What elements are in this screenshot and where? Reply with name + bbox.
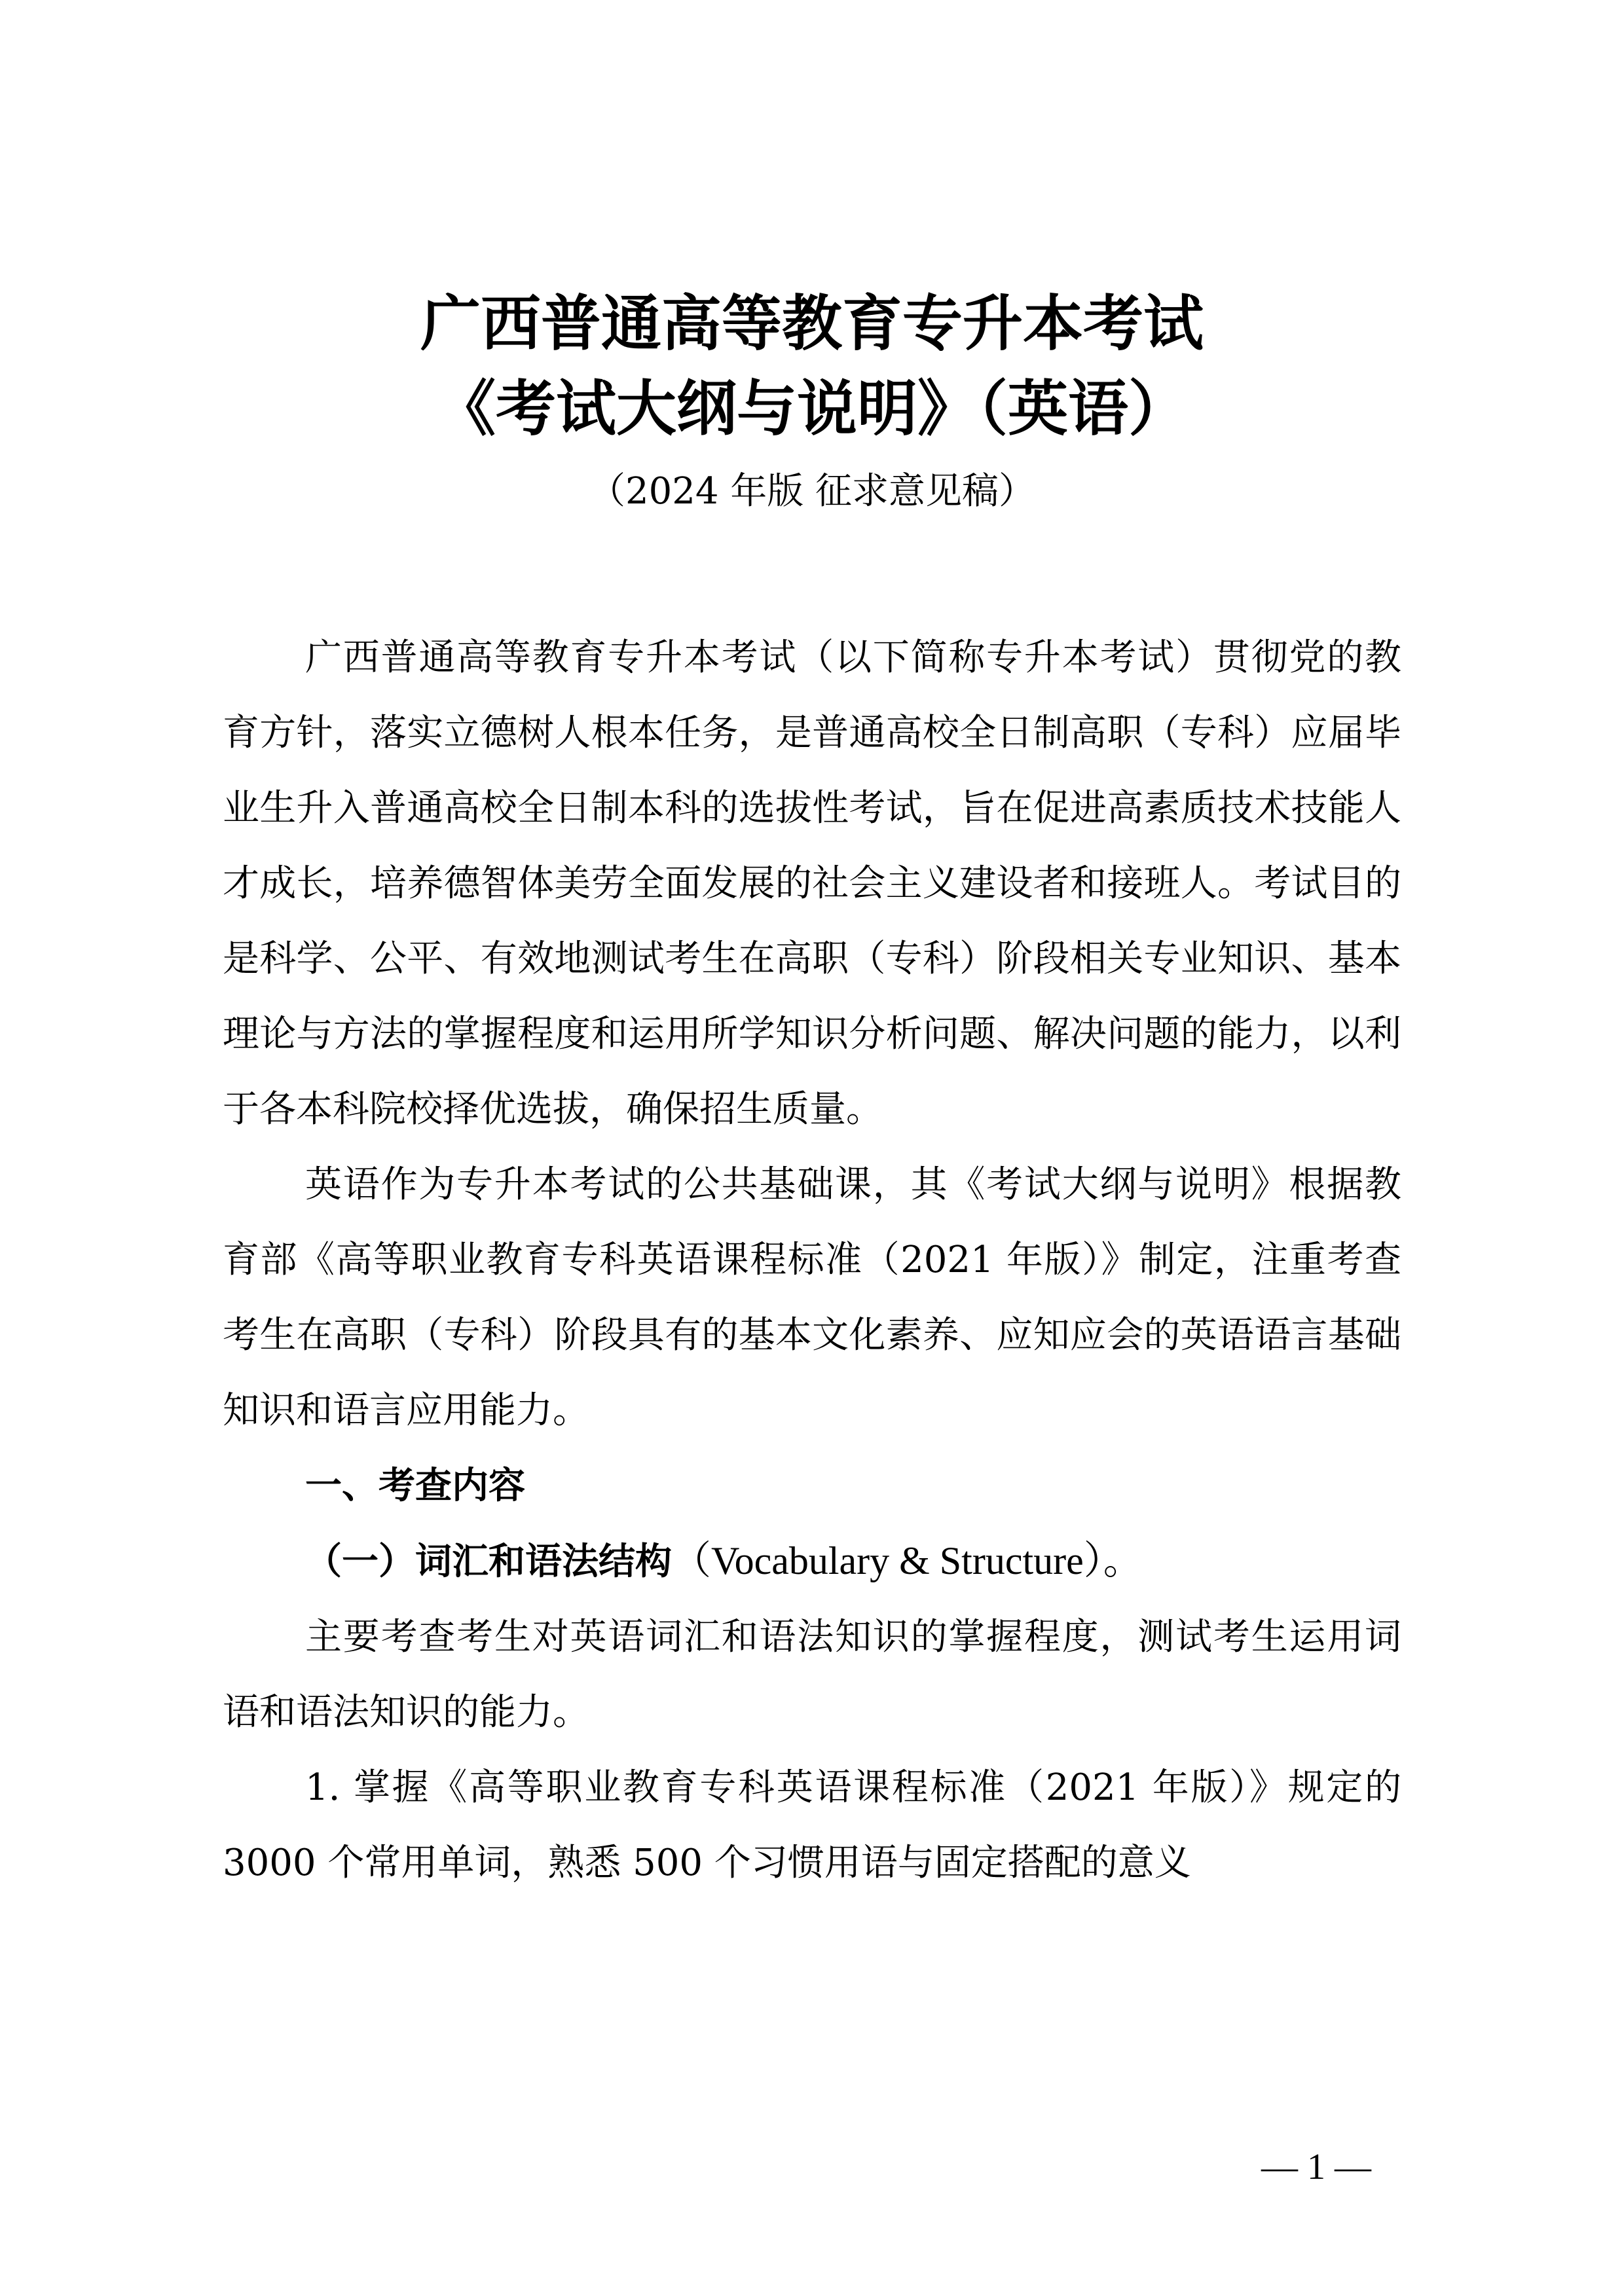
document-subtitle: （2024 年版 征求意见稿） [588, 470, 1036, 513]
page-number: — 1 — [1261, 2147, 1371, 2187]
subsection-heading-english: （Vocabulary & Structure）。 [672, 1539, 1143, 1582]
subsection-heading-prefix: （一）词汇和语法结构 [305, 1540, 672, 1583]
section-heading-content: 一、考查内容 [305, 1465, 525, 1507]
intro-paragraph: 广西普通高等教育专升本考试（以下简称专升本考试）贯彻党的教育方针，落实立德树人根本任务，是普通高校全日制高职（专科）应届毕业生升入普通高校全日制本科的选拔性考试，旨在促进高素质技术技能人才成长，培养德智体美劳全面发展的社会主义建设者和接班人。考试目的是科学、公平、有效地测试考生在高职（专科）阶段相关专业知识、基本理论与方法的掌握程度和运用所学知识分析问题、解决问题的能力，以利于各本科院校择优选拔，确保招生质量。 [223, 636, 1401, 1131]
subsection-description-paragraph: 主要考查考生对英语词汇和语法知识的掌握程度，测试考生运用词语和语法知识的能力。 [223, 1616, 1401, 1734]
list-item-1: 1. 掌握《高等职业教育专科英语课程标准（2021 年版）》规定的 3000 个常用单词，熟悉 500 个习惯用语与固定搭配的意义 [223, 1766, 1401, 1884]
document-title-line2: 《考试大纲与说明》（英语） [435, 374, 1189, 444]
document-body [223, 620, 1401, 1901]
subsection-heading-vocabulary [223, 1523, 1401, 1599]
english-basis-paragraph: 英语作为专升本考试的公共基础课，其《考试大纲与说明》根据教育部《高等职业教育专科英语课程标准（2021 年版）》制定，注重考查考生在高职（专科）阶段具有的基本文化素养、应知应会的英语语言基础知识和语言应用能力。 [223, 1163, 1401, 1432]
document-title-line1: 广西普通高等教育专升本考试 [420, 289, 1204, 359]
